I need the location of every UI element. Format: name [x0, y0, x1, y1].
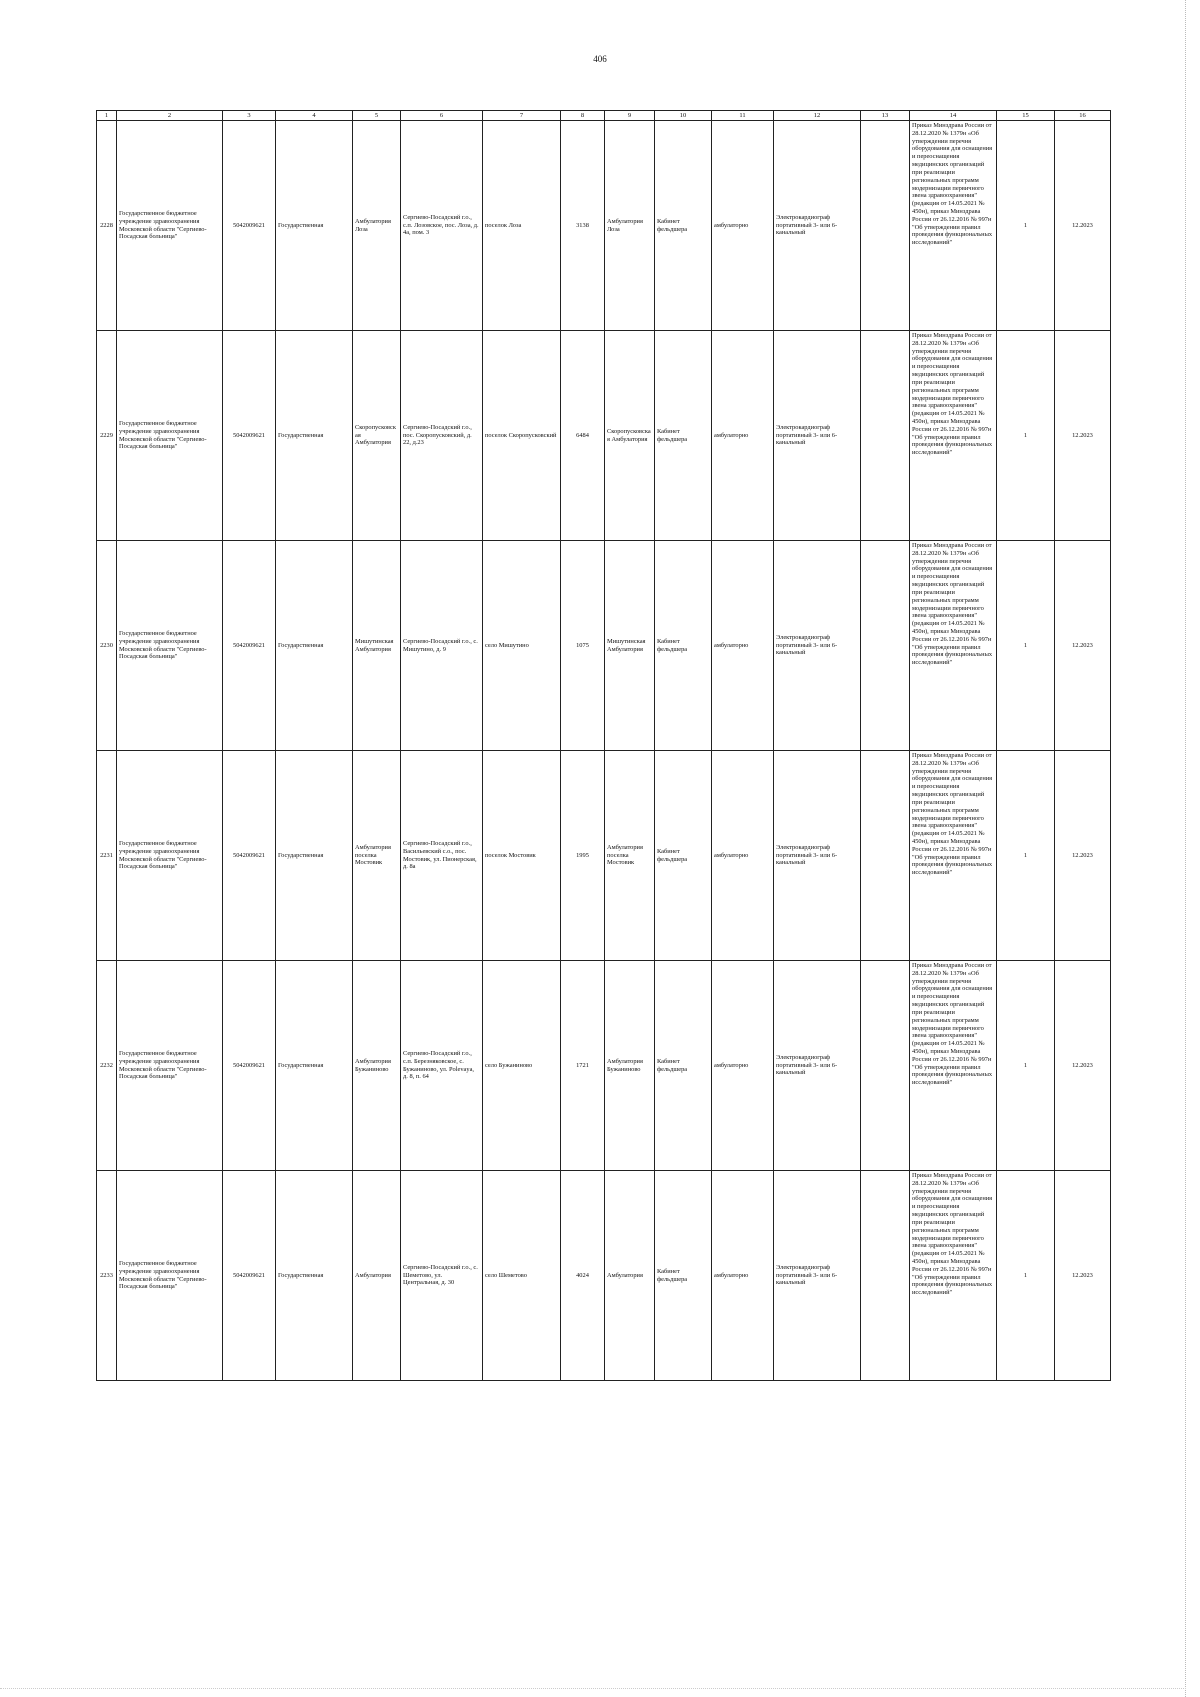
- room-cell: Кабинет фельдшера: [655, 1171, 712, 1381]
- population-cell: 1075: [561, 541, 605, 751]
- address-cell: Сергиево-Посадский г.о., Васильевский с.о., пос. Мостовик, ул. Пионерская, д. 8а: [401, 751, 483, 961]
- column-header: 12: [774, 111, 861, 121]
- date-cell: 12.2023: [1055, 121, 1111, 331]
- quantity-cell: 1: [997, 541, 1055, 751]
- regulation-cell: [910, 751, 997, 961]
- column-header: 4: [276, 111, 353, 121]
- table-row: [97, 1171, 1111, 1381]
- table-row: [97, 961, 1111, 1171]
- organization-cell: Государственное бюджетное учреждение здравоохранения Московской области "Сергиево-Посадская больница": [117, 961, 223, 1171]
- column-header: 13: [861, 111, 910, 121]
- room-cell: Кабинет фельдшера: [655, 961, 712, 1171]
- room-cell: Кабинет фельдшера: [655, 541, 712, 751]
- equipment-cell: Электрокардиограф портативный 3- или 6-канальный: [774, 541, 861, 751]
- unit-name-cell: Мишутинская Амбулатория: [353, 541, 401, 751]
- column-header: 1: [97, 111, 117, 121]
- regulation-cell: [910, 121, 997, 331]
- locality-cell: поселок Скоропусковский: [483, 331, 561, 541]
- equipment-cell: Электрокардиограф портативный 3- или 6-канальный: [774, 1171, 861, 1381]
- column-header: 11: [712, 111, 774, 121]
- quantity-cell: 1: [997, 1171, 1055, 1381]
- regulation-text: Приказ Минздрава России от 28.12.2020 № 1379н «Об утверждении перечня оборудования для оснащения и переоснащения медицинских организаций при реализации региональных программ модернизации первичного звена здравоохранения"(редакция от 14.05.2021 № 450н), приказ Минздрава России от 26.12.2016 № 997н "Об утверждении правил проведения функциональных исследований": [912, 1172, 993, 1297]
- column-header: 15: [997, 111, 1055, 121]
- care-type-cell: амбулаторно: [712, 331, 774, 541]
- inn-cell: 5042009621: [223, 961, 276, 1171]
- equipment-cell: Электрокардиограф портативный 3- или 6-канальный: [774, 961, 861, 1171]
- unit-name-cell: Амбулатория Лоза: [353, 121, 401, 331]
- column-header: 7: [483, 111, 561, 121]
- regulation-text: Приказ Минздрава России от 28.12.2020 № 1379н «Об утверждении перечня оборудования для оснащения и переоснащения медицинских организаций при реализации региональных программ модернизации первичного звена здравоохранения"(редакция от 14.05.2021 № 450н), приказ Минздрава России от 26.12.2016 № 997н "Об утверждении правил проведения функциональных исследований": [912, 332, 993, 457]
- page-number: 406: [593, 54, 607, 64]
- population-cell: 1721: [561, 961, 605, 1171]
- date-cell: 12.2023: [1055, 1171, 1111, 1381]
- division-cell: Амбулатория: [605, 1171, 655, 1381]
- quantity-cell: 1: [997, 751, 1055, 961]
- quantity-cell: 1: [997, 331, 1055, 541]
- regulation-text: Приказ Минздрава России от 28.12.2020 № 1379н «Об утверждении перечня оборудования для оснащения и переоснащения медицинских организаций при реализации региональных программ модернизации первичного звена здравоохранения"(редакция от 14.05.2021 № 450н), приказ Минздрава России от 26.12.2016 № 997н "Об утверждении правил проведения функциональных исследований": [912, 752, 993, 877]
- table-row: [97, 121, 1111, 331]
- locality-cell: село Бужаниново: [483, 961, 561, 1171]
- population-cell: 6484: [561, 331, 605, 541]
- table-row: [97, 751, 1111, 961]
- ownership-cell: Государственная: [276, 961, 353, 1171]
- organization-cell: Государственное бюджетное учреждение здравоохранения Московской области "Сергиево-Посадская больница": [117, 121, 223, 331]
- locality-cell: поселок Лоза: [483, 121, 561, 331]
- address-cell: Сергиево-Посадский г.о., с.п. Лозовское, пос. Лоза, д. 4а, пом. 3: [401, 121, 483, 331]
- locality-cell: село Мишутино: [483, 541, 561, 751]
- date-cell: 12.2023: [1055, 751, 1111, 961]
- population-cell: 4024: [561, 1171, 605, 1381]
- regulation-cell: [910, 331, 997, 541]
- division-cell: Скоропусковская Амбулатория: [605, 331, 655, 541]
- care-type-cell: амбулаторно: [712, 541, 774, 751]
- date-cell: 12.2023: [1055, 331, 1111, 541]
- inn-cell: 5042009621: [223, 121, 276, 331]
- column-header: 8: [561, 111, 605, 121]
- address-cell: Сергиево-Посадский г.о., с. Шеметово, ул. Центральная, д. 30: [401, 1171, 483, 1381]
- equipment-cell: Электрокардиограф портативный 3- или 6-канальный: [774, 331, 861, 541]
- quantity-cell: 1: [997, 121, 1055, 331]
- column-header: 2: [117, 111, 223, 121]
- empty-cell: [861, 751, 910, 961]
- locality-cell: поселок Мостовик: [483, 751, 561, 961]
- care-type-cell: амбулаторно: [712, 1171, 774, 1381]
- inn-cell: 5042009621: [223, 1171, 276, 1381]
- ownership-cell: Государственная: [276, 1171, 353, 1381]
- equipment-cell: Электрокардиограф портативный 3- или 6-канальный: [774, 751, 861, 961]
- ownership-cell: Государственная: [276, 541, 353, 751]
- regulation-cell: [910, 541, 997, 751]
- unit-name-cell: Амбулатория поселка Мостовик: [353, 751, 401, 961]
- organization-cell: Государственное бюджетное учреждение здравоохранения Московской области "Сергиево-Посадская больница": [117, 331, 223, 541]
- scan-bottom-edge: [0, 1688, 1186, 1689]
- row-number-cell: 2229: [97, 331, 117, 541]
- regulation-text: Приказ Минздрава России от 28.12.2020 № 1379н «Об утверждении перечня оборудования для оснащения и переоснащения медицинских организаций при реализации региональных программ модернизации первичного звена здравоохранения"(редакция от 14.05.2021 № 450н), приказ Минздрава России от 26.12.2016 № 997н "Об утверждении правил проведения функциональных исследований": [912, 122, 993, 247]
- table-row: [97, 331, 1111, 541]
- empty-cell: [861, 541, 910, 751]
- column-header: 9: [605, 111, 655, 121]
- unit-name-cell: Амбулатория Бужаниново: [353, 961, 401, 1171]
- regulation-text: Приказ Минздрава России от 28.12.2020 № 1379н «Об утверждении перечня оборудования для оснащения и переоснащения медицинских организаций при реализации региональных программ модернизации первичного звена здравоохранения"(редакция от 14.05.2021 № 450н), приказ Минздрава России от 26.12.2016 № 997н "Об утверждении правил проведения функциональных исследований": [912, 542, 993, 667]
- date-cell: 12.2023: [1055, 961, 1111, 1171]
- organization-cell: Государственное бюджетное учреждение здравоохранения Московской области "Сергиево-Посадская больница": [117, 1171, 223, 1381]
- unit-name-cell: Скоропусковская Амбулатория: [353, 331, 401, 541]
- ownership-cell: Государственная: [276, 121, 353, 331]
- row-number-cell: 2228: [97, 121, 117, 331]
- division-cell: Амбулатория поселка Мостовик: [605, 751, 655, 961]
- equipment-register-table: [96, 110, 1111, 1381]
- inn-cell: 5042009621: [223, 331, 276, 541]
- locality-cell: село Шеметово: [483, 1171, 561, 1381]
- care-type-cell: амбулаторно: [712, 961, 774, 1171]
- row-number-cell: 2230: [97, 541, 117, 751]
- division-cell: Мишутинская Амбулатория: [605, 541, 655, 751]
- scan-edge: [1185, 0, 1200, 1697]
- population-cell: 1995: [561, 751, 605, 961]
- regulation-cell: [910, 1171, 997, 1381]
- column-number-header-row: [97, 111, 1111, 121]
- organization-cell: Государственное бюджетное учреждение здравоохранения Московской области "Сергиево-Посадская больница": [117, 541, 223, 751]
- equipment-cell: Электрокардиограф портативный 3- или 6-канальный: [774, 121, 861, 331]
- division-cell: Амбулатория Бужаниново: [605, 961, 655, 1171]
- empty-cell: [861, 1171, 910, 1381]
- regulation-cell: [910, 961, 997, 1171]
- address-cell: Сергиево-Посадский г.о., пос. Скоропусковский, д. 22, д.23: [401, 331, 483, 541]
- column-header: 6: [401, 111, 483, 121]
- regulation-text: Приказ Минздрава России от 28.12.2020 № 1379н «Об утверждении перечня оборудования для оснащения и переоснащения медицинских организаций при реализации региональных программ модернизации первичного звена здравоохранения"(редакция от 14.05.2021 № 450н), приказ Минздрава России от 26.12.2016 № 997н "Об утверждении правил проведения функциональных исследований": [912, 962, 993, 1087]
- table-row: [97, 541, 1111, 751]
- empty-cell: [861, 961, 910, 1171]
- empty-cell: [861, 121, 910, 331]
- column-header: 5: [353, 111, 401, 121]
- inn-cell: 5042009621: [223, 541, 276, 751]
- column-header: 10: [655, 111, 712, 121]
- address-cell: Сергиево-Посадский г.о., с. Мишутино, д. 9: [401, 541, 483, 751]
- row-number-cell: 2232: [97, 961, 117, 1171]
- room-cell: Кабинет фельдшера: [655, 751, 712, 961]
- room-cell: Кабинет фельдшера: [655, 331, 712, 541]
- room-cell: Кабинет фельдшера: [655, 121, 712, 331]
- inn-cell: 5042009621: [223, 751, 276, 961]
- division-cell: Амбулатория Лоза: [605, 121, 655, 331]
- population-cell: 3138: [561, 121, 605, 331]
- ownership-cell: Государственная: [276, 751, 353, 961]
- row-number-cell: 2233: [97, 1171, 117, 1381]
- quantity-cell: 1: [997, 961, 1055, 1171]
- care-type-cell: амбулаторно: [712, 751, 774, 961]
- organization-cell: Государственное бюджетное учреждение здравоохранения Московской области "Сергиево-Посадская больница": [117, 751, 223, 961]
- date-cell: 12.2023: [1055, 541, 1111, 751]
- column-header: 14: [910, 111, 997, 121]
- column-header: 3: [223, 111, 276, 121]
- column-header: 16: [1055, 111, 1111, 121]
- ownership-cell: Государственная: [276, 331, 353, 541]
- unit-name-cell: Амбулатория: [353, 1171, 401, 1381]
- empty-cell: [861, 331, 910, 541]
- care-type-cell: амбулаторно: [712, 121, 774, 331]
- row-number-cell: 2231: [97, 751, 117, 961]
- address-cell: Сергиево-Посадский г.о., с.п. Березняковское, с. Бужаниново, ул. Polevaya, д. 8, п. 64: [401, 961, 483, 1171]
